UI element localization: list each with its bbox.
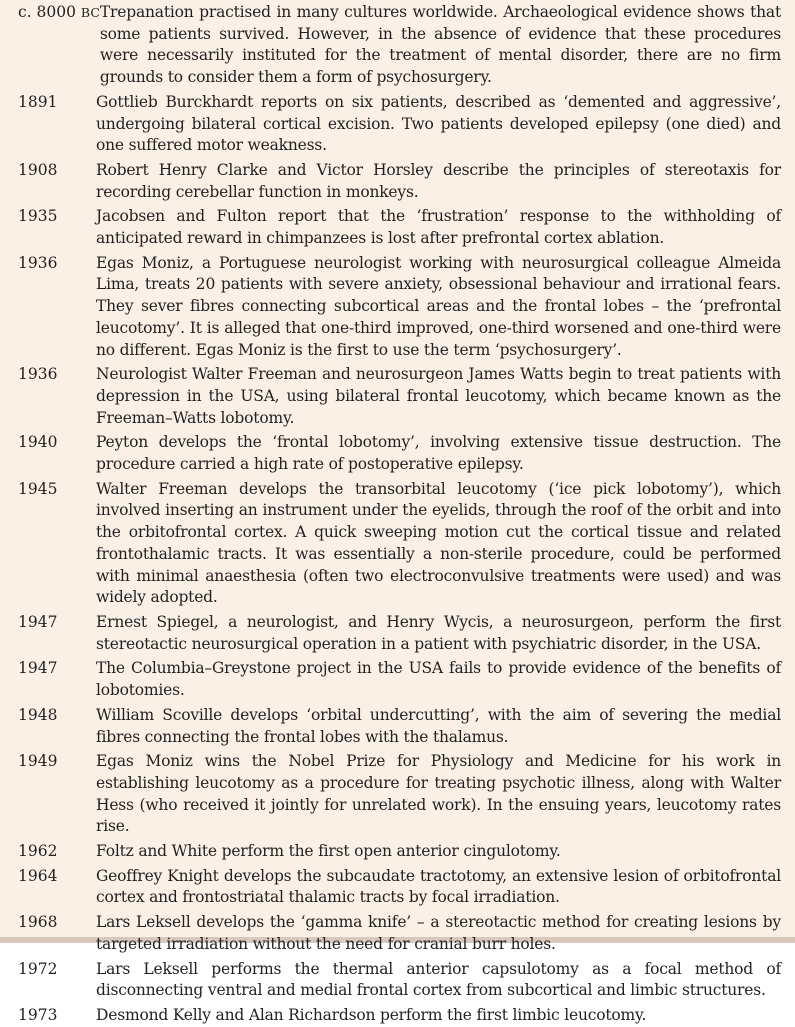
- timeline-text: The Columbia–Greystone project in the USA fails to provide evidence of the benefits of lobotomies.: [96, 659, 781, 700]
- timeline-year: c. 8000 BC: [18, 3, 100, 21]
- timeline-year: 1948: [18, 705, 58, 724]
- timeline-row: [18, 751, 781, 838]
- timeline-row: [18, 866, 781, 909]
- timeline-text: Neurologist Walter Freeman and neurosurgeon James Watts begin to treat patients with depression in the USA, using bilateral frontal leucotomy, which became known as the Freeman–Watts lobotomy.: [96, 365, 781, 427]
- timeline-text: Foltz and White perform the first open anterior cingulotomy.: [96, 842, 561, 861]
- timeline-text: Geoffrey Knight develops the subcaudate tractotomy, an extensive lesion of orbitofrontal cortex and frontostriatal thalamic tracts by focal irradiation.: [96, 866, 781, 907]
- timeline-text: Egas Moniz wins the Nobel Prize for Physiology and Medicine for his work in establishing leucotomy as a procedure for treating psychotic illness, along with Walter Hess (who received it jointly for unrelated work). In the ensuing years, leucotomy rates rise.: [96, 752, 781, 836]
- timeline-row: [18, 705, 781, 748]
- timeline-year: 1949: [18, 752, 58, 771]
- timeline-row: [18, 160, 781, 203]
- timeline-year: 1968: [18, 913, 58, 932]
- timeline-text: Gottlieb Burckhardt reports on six patients, described as ‘demented and aggressive’, undergoing bilateral cortical excision. Two patients developed epilepsy (one died) and one suffered motor weakness.: [96, 92, 781, 155]
- timeline-year: 1964: [18, 866, 58, 885]
- timeline-year: 1962: [18, 842, 58, 861]
- timeline-year: 1972: [18, 959, 58, 978]
- timeline-text: Egas Moniz, a Portuguese neurologist working with neurosurgical colleague Almeida Lima, treats 20 patients with severe anxiety, obsessional behaviour and irrational fears. They sever fibres connecting subcortical areas and the frontal lobes – the ‘prefrontal leucotomy’. It is alleged that one-third improved, one-third worsened and one-third were no different. Egas Moniz is the first to use the term ‘psychosurgery’.: [96, 253, 781, 359]
- timeline-text: Ernest Spiegel, a neurologist, and Henry Wycis, a neurosurgeon, perform the first stereotactic neurosurgical operation in a patient with psychiatric disorder, in the USA.: [96, 612, 781, 653]
- timeline-row: [18, 206, 781, 249]
- era-label: BC: [80, 5, 100, 20]
- timeline-year: 1935: [18, 207, 58, 226]
- timeline-row: [18, 479, 781, 609]
- timeline-year: 1936: [18, 253, 58, 272]
- timeline-year: 1973: [18, 1005, 58, 1024]
- timeline-row: [18, 92, 781, 157]
- timeline-year: 1947: [18, 659, 58, 678]
- timeline-text: Peyton develops the ‘frontal lobotomy’, involving extensive tissue destruction. The procedure carried a high rate of postoperative epilepsy.: [96, 433, 781, 474]
- timeline-text: Walter Freeman develops the transorbital leucotomy (‘ice pick lobotomy’), which involved inserting an instrument under the eyelids, through the roof of the orbit and into the orbitofrontal cortex. A quick sweeping motion cut the cortical tissue and related frontothalamic tracts. It was essentially a non-sterile procedure, could be performed with minimal anaesthesia (often two electroconvulsive treatments were used) and was widely adopted.: [96, 479, 781, 607]
- timeline-row: [18, 912, 781, 955]
- timeline-year: 1936: [18, 365, 58, 384]
- timeline-row: [18, 959, 781, 1002]
- timeline-year: 1945: [18, 479, 58, 498]
- timeline-text: Lars Leksell performs the thermal anterior capsulotomy as a focal method of disconnecting ventral and medial frontal cortex from subcortical and limbic structures.: [96, 959, 781, 1000]
- timeline-text: Robert Henry Clarke and Victor Horsley describe the principles of stereotaxis for recording cerebellar function in monkeys.: [96, 160, 781, 201]
- timeline-year: 1947: [18, 612, 58, 631]
- timeline-year: 1891: [18, 92, 58, 111]
- timeline-row: [18, 432, 781, 475]
- timeline-row: [18, 612, 781, 655]
- timeline-text: William Scoville develops ‘orbital undercutting’, with the aim of severing the medial fibres connecting the frontal lobes with the thalamus.: [96, 705, 781, 746]
- timeline-row: [18, 2, 781, 89]
- timeline-row: [18, 1005, 781, 1027]
- timeline-text: Lars Leksell develops the ‘gamma knife’ – a stereotactic method for creating lesions by targeted irradiation without the need for cranial burr holes.: [96, 913, 781, 953]
- timeline-text: Jacobsen and Fulton report that the ‘frustration’ response to the withholding of anticipated reward in chimpanzees is lost after prefrontal cortex ablation.: [96, 207, 781, 248]
- timeline-text: Trepanation practised in many cultures worldwide. Archaeological evidence shows that some patients survived. However, in the absence of evidence that these procedures were necessarily instituted for the treatment of mental disorder, there are no firm grounds to consider them a form of psychosurgery.: [99, 3, 781, 87]
- timeline-row: [18, 841, 781, 863]
- timeline-year: 1940: [18, 433, 58, 452]
- timeline-row: [18, 364, 781, 429]
- timeline-row: [18, 658, 781, 701]
- timeline-row: [18, 253, 781, 362]
- timeline-year: 1908: [18, 160, 58, 179]
- timeline-text: Desmond Kelly and Alan Richardson perform the first limbic leucotomy.: [96, 1005, 647, 1024]
